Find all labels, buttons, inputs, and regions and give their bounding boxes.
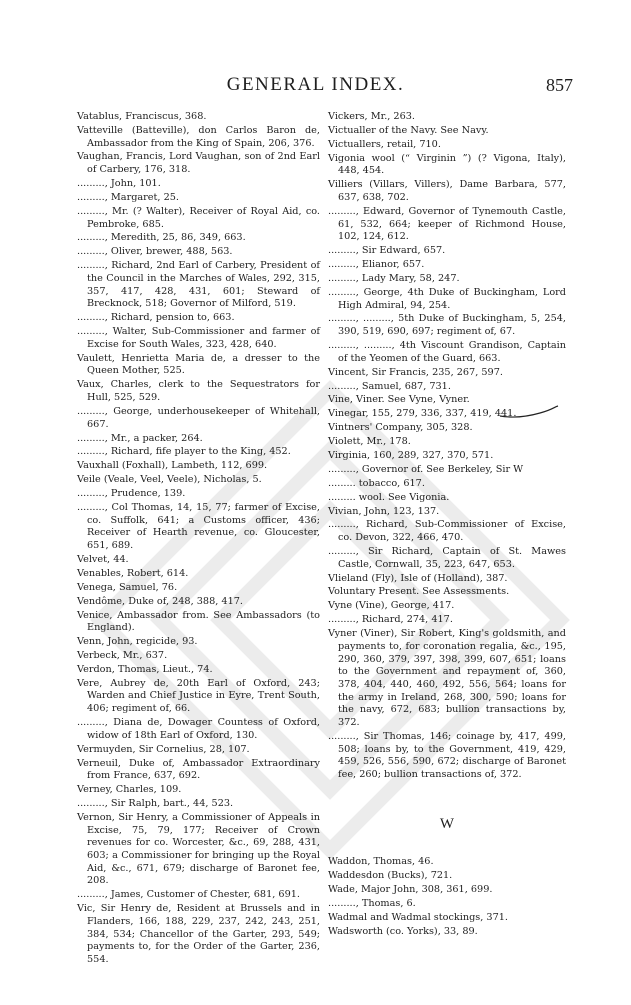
page-header: [0, 74, 631, 98]
index-entry: ........., Diana de, Dowager Countess of Oxford, widow of 18th Earl of Oxford, 130.: [77, 717, 320, 741]
index-entry: ........., Meredith, 25, 86, 349, 663.: [77, 232, 246, 244]
index-entry: Vic, Sir Henry de, Resident at Brussels and in Flanders, 166, 188, 229, 237, 242, 243, 251, 384, 534; Chancellor of the Garter, 293, 549; payments to, for the Order of the Garter, 236, 554.: [77, 903, 320, 966]
index-entry: ........., Richard, 2nd Earl of Carbery, President of the Council in the Marches of Wales, 292, 315, 357, 417, 428, 431, 601; Steward of Brecknock, 518; Governor of Milford, 519.: [77, 260, 320, 310]
index-entry: Vintners' Company, 305, 328.: [328, 422, 473, 434]
index-entry: Vivian, John, 123, 137.: [328, 505, 440, 517]
index-entry: Venega, Samuel, 76.: [77, 581, 178, 593]
index-entry: Vickers, Mr., 263.: [328, 111, 416, 122]
index-entry: ........., Sir Thomas, 146; coinage by, 417, 499, 508; loans by, to the Government, 419, 429, 459, 526, 556, 590, 672; discharge of Baronet fee, 260; bullion transactions of, 372.: [328, 730, 566, 781]
index-entry: ........., Lady Mary, 58, 247.: [328, 272, 460, 284]
index-entry: Vincent, Sir Francis, 235, 267, 597.: [328, 366, 503, 378]
index-entry: Voluntary Present. See Assessments.: [328, 586, 510, 598]
index-entry: ........., Sir Ralph, bart., 44, 523.: [77, 798, 234, 810]
index-entry: ........., ........., 4th Viscount Grandison, Captain of the Yeomen of the Guard, 663.: [328, 340, 566, 364]
index-entry: Vauxhall (Foxhall), Lambeth, 112, 699.: [77, 460, 268, 472]
index-entry: Vatteville (Batteville), don Carlos Baron de, Ambassador from the King of Spain, 206, 376.: [77, 124, 320, 149]
index-entry: Verney, Charles, 109.: [77, 784, 182, 796]
index-entry: ........., Elianor, 657.: [328, 259, 425, 271]
index-entry: Wadmal and Wadmal stockings, 371.: [328, 912, 508, 924]
index-entry: Vyne (Vine), George, 417.: [328, 600, 455, 612]
index-entry: ........., Richard, Sub-Commissioner of Excise, co. Devon, 322, 466, 470.: [328, 519, 566, 544]
index-entry: ........., Samuel, 687, 731.: [328, 380, 451, 392]
index-entry: Vlieland (Fly), Isle of (Holland), 387.: [328, 572, 508, 584]
index-entry: ........., Sir Richard, Captain of St. Mawes Castle, Cornwall, 35, 223, 647, 653.: [328, 546, 566, 570]
right-index-entries: [328, 111, 566, 782]
index-entry: ........., James, Customer of Chester, 681, 691.: [77, 889, 300, 901]
index-entry: Vatablus, Franciscus, 368.: [77, 111, 207, 122]
page-title: GENERAL INDEX.: [226, 74, 405, 95]
index-entry: Virginia, 160, 289, 327, 370, 571.: [328, 449, 494, 461]
index-entry: Vere, Aubrey de, 20th Earl of Oxford, 243; Warden and Chief Justice in Eyre, Trent South, 406; regiment of, 66.: [77, 677, 320, 715]
right-index-entries-w: [328, 856, 566, 938]
index-entry: ........., Oliver, brewer, 488, 563.: [77, 246, 233, 258]
index-entry: ........., Margaret, 25.: [77, 191, 179, 203]
right-index-column: [328, 111, 566, 940]
index-entry: ........., Richard, fife player to the King, 452.: [77, 446, 291, 458]
index-entry: Villiers (Villars, Villers), Dame Barbara, 577, 637, 638, 702.: [328, 179, 566, 203]
index-entry: ........., Col Thomas, 14, 15, 77; farmer of Excise, co. Suffolk, 641; a Customs officer, 436; Receiver of Hearth revenue, co. Gloucester, 651, 689.: [77, 501, 320, 552]
index-entry: ........., John, 101.: [77, 178, 161, 190]
index-entry: Venables, Robert, 614.: [77, 567, 189, 579]
index-entry: ......... wool. See Vigonia.: [328, 491, 450, 503]
index-entry: Vaux, Charles, clerk to the Sequestrators for Hull, 525, 529.: [77, 379, 320, 404]
index-entry: Velvet, 44.: [77, 553, 129, 565]
index-entry: Vernon, Sir Henry, a Commissioner of Appeals in Excise, 75, 79, 177; Receiver of Crown revenues for co. Worcester, &c., 69, 288, 431, 603; a Commissioner for bringing up the Royal Aid, &c., 671, 679; discharge of Baronet fee, 208.: [77, 811, 320, 887]
index-entry: ........., Mr., a packer, 264.: [77, 432, 203, 444]
index-entry: Violett, Mr., 178.: [328, 436, 411, 448]
index-entry: Vyner (Viner), Sir Robert, King's goldsmith, and payments to, for coronation regalia, &c., 195, 290, 360, 379, 397, 398, 399, 607, 651; loans to the Government and repayment of, 360, 378, 404, 440, 460, 492, 556, 564; loans for the army in Ireland, 268, 300, 590; loans for the navy, 672, 683; bullion transactions by, 372.: [328, 628, 566, 729]
index-entry: Venn, John, regicide, 93.: [77, 636, 198, 648]
index-entry: ......... tobacco, 617.: [328, 477, 425, 489]
pen-annotation-mark: [498, 404, 560, 420]
index-entry: Venice, Ambassador from. See Ambassadors (to England).: [77, 609, 320, 634]
page-number: 857: [546, 75, 573, 95]
index-entry: ........., ........., 5th Duke of Buckingham, 5, 254, 390, 519, 690, 697; regiment of, 67.: [328, 313, 566, 338]
index-entry: ........., Edward, Governor of Tynemouth Castle, 61, 532, 664; keeper of Richmond House, 102, 124, 612.: [328, 205, 566, 243]
index-entry: Verbeck, Mr., 637.: [77, 650, 168, 661]
index-entry: ........., Prudence, 139.: [77, 488, 186, 500]
index-entry: ........., Sir Edward, 657.: [328, 245, 446, 257]
index-entry: Victuallers, retail, 710.: [328, 138, 441, 150]
index-entry: Wadsworth (co. Yorks), 33, 89.: [328, 925, 478, 937]
left-index-column: [77, 111, 320, 968]
index-entry: ........., Walter, Sub-Commissioner and farmer of Excise for South Wales, 323, 428, 640.: [77, 326, 320, 350]
index-entry: Waddesdon (Bucks), 721.: [328, 870, 453, 882]
index-entry: Verdon, Thomas, Lieut., 74.: [77, 663, 213, 675]
index-entry: Vinegar, 155, 279, 336, 337, 419, 441.: [328, 408, 517, 420]
index-entry: ........., Governor of. See Berkeley, Sir W: [328, 463, 524, 475]
index-entry: Vaughan, Francis, Lord Vaughan, son of 2nd Earl of Carbery, 176, 318.: [77, 151, 320, 176]
index-entry: ........., Thomas, 6.: [328, 898, 416, 910]
index-entry: Vermuyden, Sir Cornelius, 28, 107.: [77, 743, 250, 755]
index-entry: Waddon, Thomas, 46.: [328, 856, 434, 868]
index-entry: Victualler of the Navy. See Navy.: [328, 124, 489, 136]
index-entry: ........., Richard, pension to, 663.: [77, 312, 235, 324]
index-entry: Vine, Viner. See Vyne, Vyner.: [328, 394, 470, 406]
index-entry: Wade, Major John, 308, 361, 699.: [328, 884, 493, 896]
index-entry: ........., Richard, 274, 417.: [328, 614, 453, 626]
index-entry: Vigonia wool (“ Virginin ”) (? Vigona, Italy), 448, 454.: [328, 152, 566, 177]
index-entry: ........., George, underhousekeeper of Whitehall, 667.: [77, 405, 320, 430]
index-entry: ........., George, 4th Duke of Buckingham, Lord High Admiral, 94, 254.: [328, 286, 566, 311]
index-entry: Vendôme, Duke of, 248, 388, 417.: [77, 595, 243, 607]
section-letter-heading: W: [439, 815, 455, 832]
index-entry: Veile (Veale, Veel, Veele), Nicholas, 5.: [77, 474, 262, 486]
index-entry: Vaulett, Henrietta Maria de, a dresser to the Queen Mother, 525.: [77, 352, 320, 377]
index-entry: ........., Mr. (? Walter), Receiver of Royal Aid, co. Pembroke, 685.: [77, 205, 320, 230]
index-entry: Verneuil, Duke of, Ambassador Extraordinary from France, 637, 692.: [77, 757, 320, 782]
